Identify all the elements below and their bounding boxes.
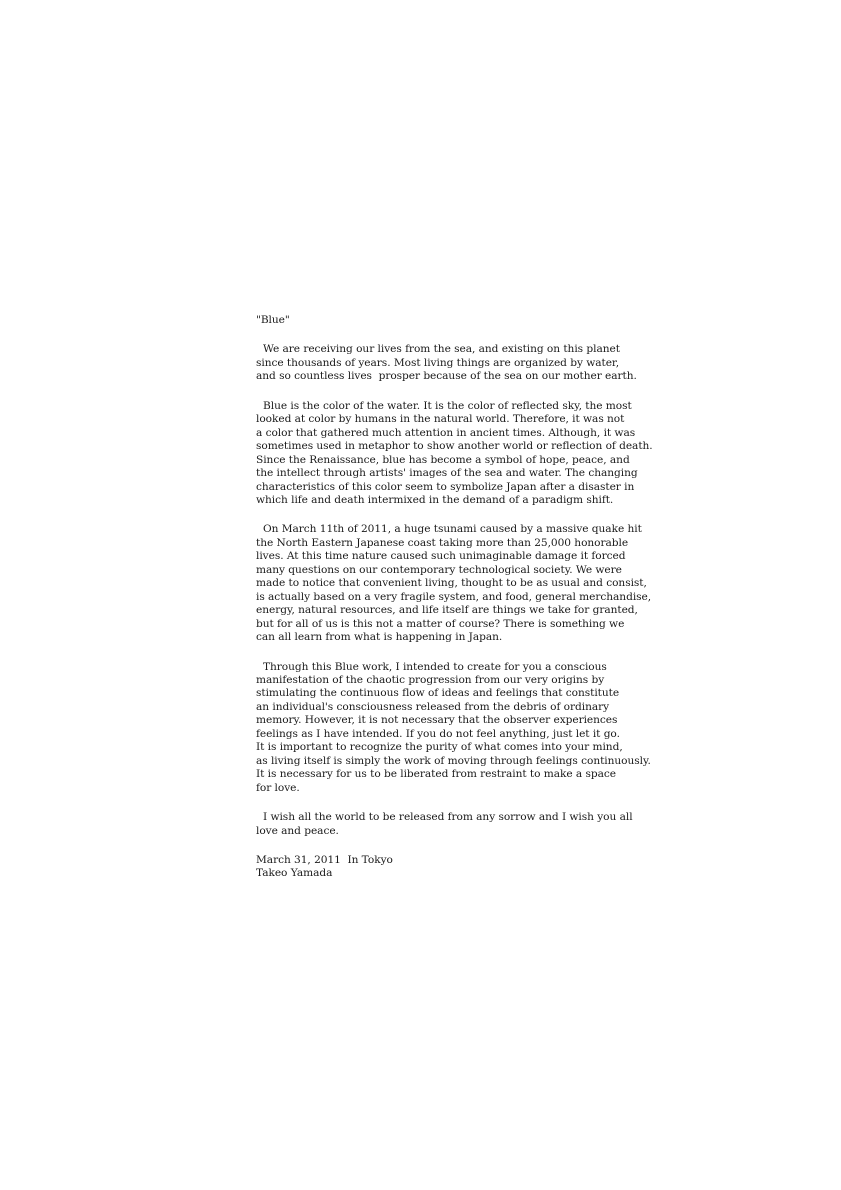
paragraph-line: an individual's consciousness released from the debris of ordinary: [256, 700, 610, 713]
paragraph-line: made to notice that convenient living, thought to be as usual and consist,: [256, 577, 647, 590]
paragraph-line: is actually based on a very fragile system, and food, general merchandise,: [256, 590, 652, 603]
paragraph-1: [256, 343, 637, 383]
paragraph-line: I wish all the world to be released from any sorrow and I wish you all: [263, 811, 633, 824]
paragraph-line: energy, natural resources, and life itself are things we take for granted,: [256, 604, 638, 617]
paragraph-line: It is important to recognize the purity of what comes into your mind,: [256, 741, 623, 754]
paragraph-line: looked at color by humans in the natural world. Therefore, it was not: [256, 413, 625, 426]
paragraph-5: [256, 811, 633, 838]
paragraph-line: since thousands of years. Most living things are organized by water,: [256, 356, 620, 369]
paragraph-line: a color that gathered much attention in ancient times. Although, it was: [256, 426, 636, 439]
paragraph-line: On March 11th of 2011, a huge tsunami caused by a massive quake hit: [263, 523, 642, 536]
signoff: [256, 854, 626, 881]
paragraph-line: the North Eastern Japanese coast taking more than 25,000 honorable: [256, 536, 629, 549]
essay-title: "Blue": [256, 314, 290, 326]
paragraph-line: love and peace.: [256, 824, 339, 837]
paragraph-line: lives. At this time nature caused such unimaginable damage it forced: [256, 550, 626, 563]
paragraph-line: many questions on our contemporary technological society. We were: [256, 563, 622, 576]
paragraph-line: stimulating the continuous flow of ideas and feelings that constitute: [256, 687, 620, 700]
paragraph-3: [256, 523, 652, 644]
paragraph-4: [256, 660, 651, 796]
paragraph-line: Through this Blue work, I intended to create for you a conscious: [263, 660, 607, 673]
paragraph-line: memory. However, it is not necessary that the observer experiences: [256, 714, 618, 727]
paragraph-line: sometimes used in metaphor to show another world or reflection of death.: [256, 440, 653, 453]
paragraph-2: [256, 399, 653, 508]
paragraph-line: which life and death intermixed in the demand of a paradigm shift.: [256, 493, 614, 506]
essay-text: [256, 314, 653, 881]
paragraph-line: for love.: [256, 781, 300, 794]
paragraph-line: characteristics of this color seem to symbolize Japan after a disaster in: [256, 480, 635, 493]
paragraph-line: manifestation of the chaotic progression from our very origins by: [256, 673, 605, 686]
paragraph-line: Blue is the color of the water. It is the color of reflected sky, the most: [263, 399, 632, 412]
paragraph-line: We are receiving our lives from the sea, and existing on this planet: [263, 343, 620, 356]
signoff-author: Takeo Yamada: [256, 867, 333, 880]
paragraph-line: the intellect through artists' images of the sea and water. The changing: [256, 467, 638, 480]
paragraph-line: and so countless lives prosper because of the sea on our mother earth.: [256, 370, 637, 383]
paragraph-line: can all learn from what is happening in Japan.: [256, 631, 503, 644]
signoff-date-place: March 31, 2011 In Tokyo: [256, 853, 393, 866]
paragraph-line: feelings as I have intended. If you do not feel anything, just let it go.: [256, 727, 620, 740]
paragraph-line: as living itself is simply the work of moving through feelings continuously.: [256, 754, 651, 767]
paragraph-line: but for all of us is this not a matter of course? There is something we: [256, 617, 625, 630]
paragraph-line: Since the Renaissance, blue has become a symbol of hope, peace, and: [256, 453, 630, 466]
paragraph-line: It is necessary for us to be liberated from restraint to make a space: [256, 768, 616, 781]
